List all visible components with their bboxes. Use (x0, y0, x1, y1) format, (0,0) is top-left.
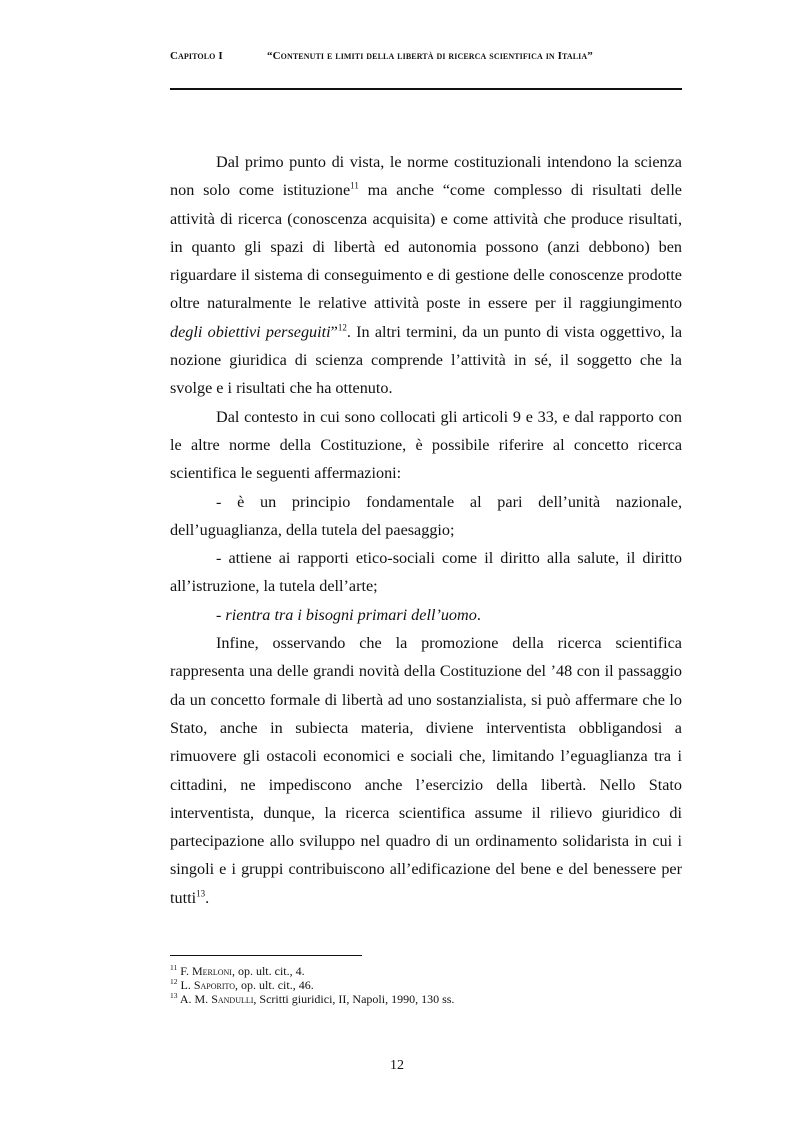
footnote-ref-12: 12 (337, 322, 347, 333)
footnote-reference: , op. ult. cit., 4. (231, 964, 305, 978)
list-item-3-italic: - rientra tra i bisogni primari dell’uomo (216, 605, 477, 624)
main-text (170, 148, 682, 912)
footnote-reference: , op. ult. cit., 46. (235, 978, 314, 992)
p1-text-c: . In altri termini, da un punto di vista oggettivo, la nozione giuridica di scienza comprende l’attività in sé, il soggetto che la svolge e i risultati che ha ottenuto. (170, 322, 682, 398)
footnote-reference: , Scritti giuridici, II, Napoli, 1990, 130 ss. (253, 992, 455, 1006)
footnote-separator (170, 955, 362, 956)
footnote-ref-11: 11 (350, 180, 359, 191)
footnote-initial: A. M. (177, 992, 212, 1006)
p1-italic: degli obiettivi perseguiti (170, 322, 331, 341)
list-item-1: - è un principio fondamentale al pari dell’unità nazionale, dell’uguaglianza, della tutela del paesaggio; (170, 492, 682, 539)
footnote-12 (170, 978, 682, 992)
footnote-number: 11 (170, 963, 178, 972)
p1-quote-close: ” (330, 322, 338, 341)
footnote-number: 13 (170, 991, 178, 1000)
list-item-3 (170, 601, 682, 629)
p1-text-a: Dal primo punto di vista, le norme costituzionali intendono la scienza non solo come istituzione (170, 153, 682, 200)
page-number: 12 (390, 1058, 404, 1073)
paragraph-1 (170, 148, 682, 403)
footnote-initial: F. (177, 964, 192, 978)
running-header (170, 50, 682, 62)
footnote-ref-13: 13 (196, 888, 206, 899)
footnote-number: 12 (170, 977, 178, 986)
footnote-author: Sandulli (211, 992, 254, 1006)
footnote-author: Merloni (191, 964, 232, 978)
paragraph-2: Dal contesto in cui sono collocati gli articoli 9 e 33, e dal rapporto con le altre norme della Costituzione, è possibile riferire al concetto ricerca scientifica le seguenti affermazioni: (170, 407, 682, 483)
footnotes (170, 964, 682, 1006)
p3-text-a: Infine, osservando che la promozione della ricerca scientifica rappresenta una delle grandi novità della Costituzione del ’48 con il passaggio da un concetto formale di libertà ad uno sostanzialista, si può affermare che lo Stato, anche in subiecta materia, diviene interventista obbligandosi a rimuovere gli ostacoli economici e sociali che, limitando l’eguaglianza tra i cittadini, ne impediscono anche l’esercizio della libertà. Nello Stato interventista, dunque, la ricerca scientifica assume il rilievo giuridico di partecipazione allo sviluppo nel quadro di un ordinamento solidarista in cui i singoli e i gruppi contribuiscono all’edificazione del bene e del benessere per tutti (170, 634, 682, 907)
footnote-initial: L. (177, 978, 194, 992)
footnote-13 (170, 992, 682, 1006)
header-rule (170, 88, 682, 90)
p3-text-b: . (205, 888, 210, 907)
chapter-label: Capitolo I (170, 50, 223, 62)
chapter-title: “Contenuti e limiti della libertà di ricerca scientifica in Italia” (267, 50, 593, 62)
list-item-2: - attiene ai rapporti etico-sociali come il diritto alla salute, il diritto all’istruzione, la tutela dell’arte; (170, 549, 682, 596)
footnote-11 (170, 964, 682, 978)
list-item-3-end: . (476, 605, 481, 624)
p1-text-b: ma anche “come complesso di risultati delle attività di ricerca (conoscenza acquisita) e come attività che produce risultati, in quanto gli spazi di libertà ed autonomia possono (anzi debbono) ben riguardare il sistema di conseguimento e di gestione delle conoscenze prodotte oltre naturalmente le relative attività poste in essere per il raggiungimento (170, 181, 682, 313)
footnote-author: Saporito (193, 978, 236, 992)
paragraph-3 (170, 629, 682, 912)
